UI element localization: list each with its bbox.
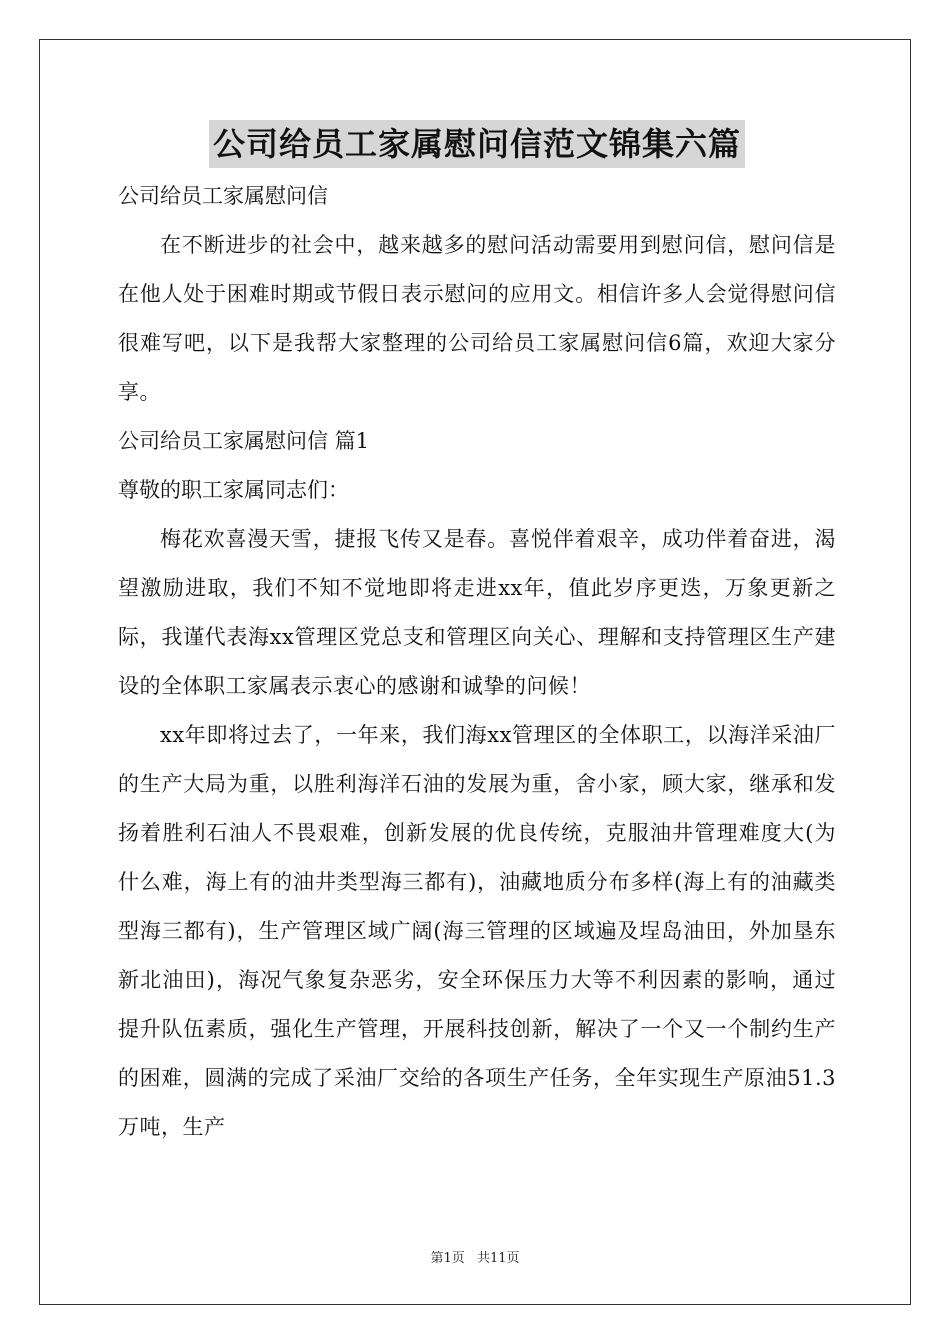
salutation: 尊敬的职工家属同志们： (118, 478, 349, 502)
page-number: 第1页 (430, 1251, 465, 1266)
title-container (118, 120, 836, 168)
body-paragraph: 梅花欢喜漫天雪，捷报飞传又是春。喜悦伴着艰辛，成功伴着奋进，渴望激励进取，我们不知不觉地即将走进xx年，值此岁序更迭，万象更新之际，我谨代表海xx管理区党总支和管理区向关心、理解和支持管理区生产建设的全体职工家属表示衷心的感谢和诚挚的问候！ (118, 527, 836, 698)
document-body (118, 120, 836, 1152)
page-footer (0, 1247, 950, 1266)
document-subtitle: 公司给员工家属慰问信 (118, 184, 328, 208)
document-title: 公司给员工家属慰问信范文锦集六篇 (209, 120, 745, 168)
body-paragraph: xx年即将过去了，一年来，我们海xx管理区的全体职工，以海洋采油厂的生产大局为重，以胜利海洋石油的发展为重，舍小家，顾大家，继承和发扬着胜利石油人不畏艰难，创新发展的优良传统，克服油井管理难度大(为什么难，海上有的油井类型海三都有)，油藏地质分布多样(海上有的油藏类型海三都有)，生产管理区域广阔(海三管理的区域遍及埕岛油田，外加垦东新北油田)，海况气象复杂恶劣，安全环保压力大等不利因素的影响，通过提升队伍素质，强化生产管理，开展科技创新，解决了一个又一个制约生产的困难，圆满的完成了采油厂交给的各项生产任务，全年实现生产原油51.3万吨，生产 (118, 723, 836, 1139)
section-heading: 公司给员工家属慰问信 篇1 (118, 429, 370, 453)
intro-paragraph: 在不断进步的社会中，越来越多的慰问活动需要用到慰问信，慰问信是在他人处于困难时期或节假日表示慰问的应用文。相信许多人会觉得慰问信很难写吧，以下是我帮大家整理的公司给员工家属慰问信6篇，欢迎大家分享。 (118, 233, 836, 404)
page-total: 共11页 (476, 1251, 520, 1266)
